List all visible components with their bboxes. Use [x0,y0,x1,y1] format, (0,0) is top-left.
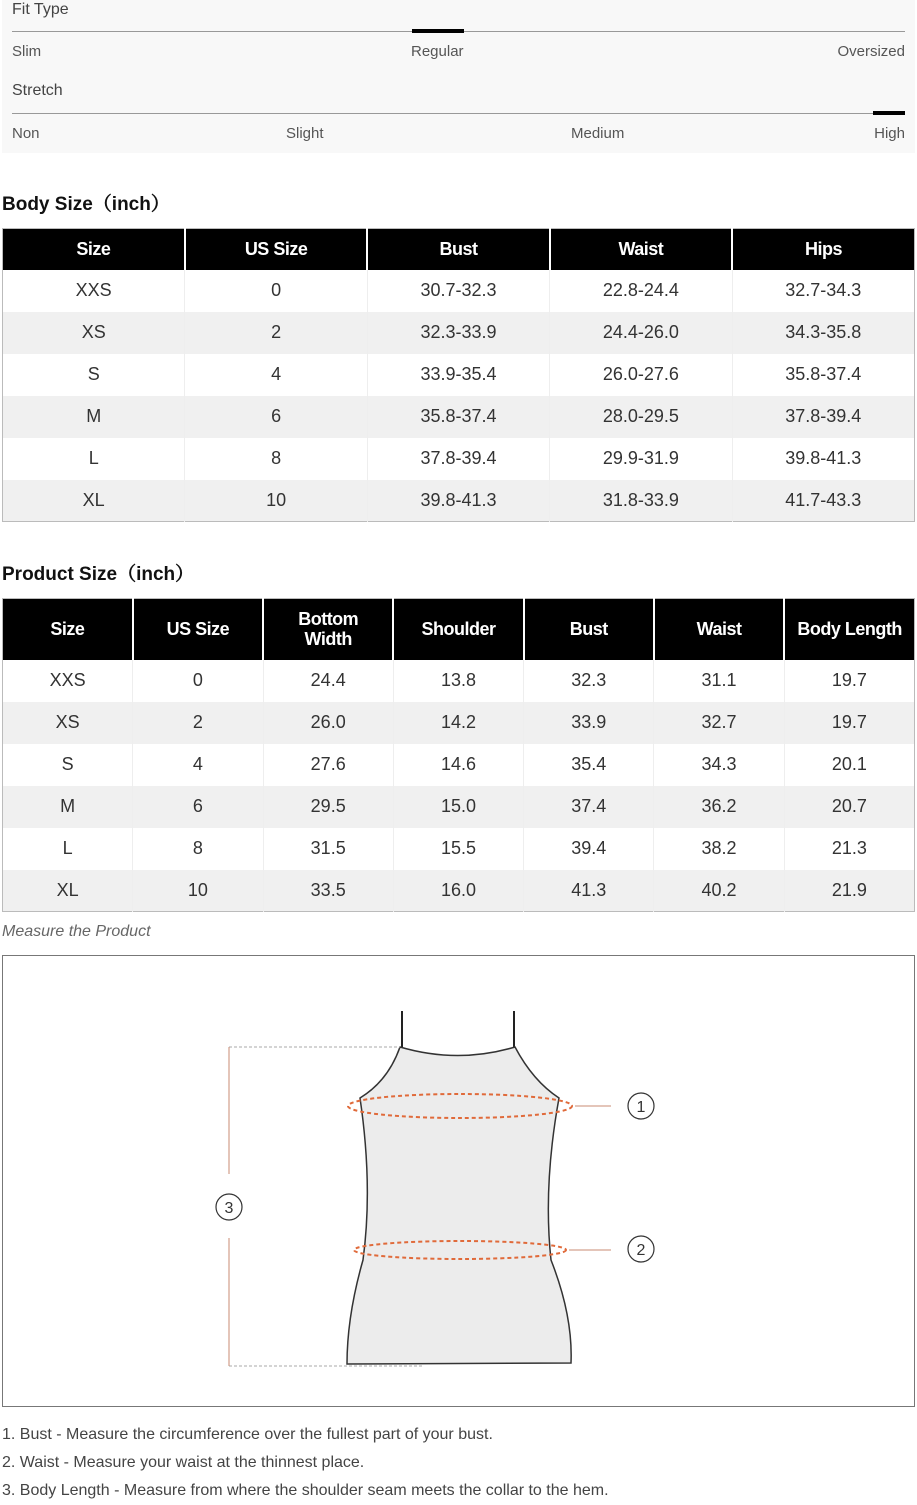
table-cell: 26.0 [263,702,393,744]
table-row [3,270,915,312]
svg-text:3: 3 [224,1200,234,1217]
table-row [3,480,915,522]
table-cell: 33.9 [524,702,654,744]
table-cell: 39.8-41.3 [785,448,862,468]
table-cell: 10 [133,870,263,912]
marker-1 [628,1093,654,1119]
stretch-label: Stretch [12,82,63,99]
table-cell: 6 [185,396,367,438]
table-cell: XL [3,480,185,522]
table-cell: 29.5 [263,786,393,828]
column-header: Size [3,229,185,270]
table-cell: 38.2 [654,828,784,870]
table-cell: 35.4 [524,744,654,786]
table-cell: 37.4 [524,786,654,828]
table-cell: 13.8 [393,660,523,702]
measure-caption: Measure the Product [2,923,151,940]
table-cell: L [3,828,133,870]
column-header: Bust [524,599,654,660]
table-cell: XS [3,312,185,354]
fit-option-oversized: Oversized [837,43,905,60]
table-row [3,870,915,912]
svg-text:1: 1 [636,1099,646,1116]
table-cell: 14.2 [393,702,523,744]
table-cell: 28.0-29.5 [550,396,732,438]
table-cell: 39.8-41.3 [367,480,549,522]
table-cell: 32.7 [654,702,784,744]
stretch-option-high: High [874,125,905,142]
table-row [3,312,915,354]
table-cell: 0 [185,270,367,312]
column-header: Waist [550,229,732,270]
table-cell: S [3,354,185,396]
stretch-option-medium: Medium [571,125,625,142]
column-header: Size [3,599,133,660]
table-cell: 40.2 [654,870,784,912]
table-cell: 24.4 [263,660,393,702]
table-cell: 15.0 [393,786,523,828]
column-header: Body Length [784,599,914,660]
table-cell: 10 [185,480,367,522]
column-header: Bottom Width [263,599,393,660]
table-cell: 27.6 [263,744,393,786]
column-header: Shoulder [393,599,523,660]
camisole-illustration [3,956,914,1406]
stretch-option-non: Non [12,125,40,142]
table-cell: 14.6 [393,744,523,786]
body-size-table [2,228,915,522]
measurement-notes [2,1421,609,1505]
table-cell: 19.7 [784,702,914,744]
fit-stretch-panel [2,0,915,153]
stretch-option-slight: Slight [286,125,324,142]
table-cell: 41.7-43.3 [732,480,914,522]
note-bust: 1. Bust - Measure the circumference over the fullest part of your bust. [2,1426,493,1443]
table-cell: 8 [185,438,367,480]
marker-3 [216,1194,242,1220]
table-cell: 35.8-37.4 [785,364,862,384]
column-header: US Size [185,229,367,270]
table-row [3,660,915,702]
table-cell: 16.0 [393,870,523,912]
table-cell: 4 [133,744,263,786]
table-cell: 37.8-39.4 [732,396,914,438]
fit-type-marker [412,29,464,33]
table-row [3,744,915,786]
column-header: US Size [133,599,263,660]
table-cell: 29.9-31.9 [550,438,732,480]
table-cell: 34.3-35.8 [732,312,914,354]
table-cell: 6 [133,786,263,828]
table-cell: 33.5 [263,870,393,912]
table-cell: 36.2 [654,786,784,828]
table-cell: 8 [133,828,263,870]
column-header: Bust [367,229,549,270]
table-cell: 21.9 [784,870,914,912]
table-cell: L [3,438,185,480]
table-cell: 32.3-33.9 [367,312,549,354]
product-size-table [2,598,915,912]
table-cell: 4 [185,354,367,396]
table-row [3,702,915,744]
table-cell: 34.3 [654,744,784,786]
table-cell: 41.3 [524,870,654,912]
table-cell: 35.8-37.4 [367,396,549,438]
table-cell: 31.1 [654,660,784,702]
table-cell: 21.3 [831,838,867,858]
table-row [3,786,915,828]
table-cell: 22.8-24.4 [550,270,732,312]
table-cell: M [3,786,133,828]
marker-2 [628,1236,654,1262]
stretch-scale [12,113,905,114]
table-cell: 26.0-27.6 [550,354,732,396]
table-cell: 2 [185,312,367,354]
table-cell: XXS [3,270,185,312]
svg-text:2: 2 [636,1242,646,1259]
column-header: Hips [732,229,914,270]
note-waist: 2. Waist - Measure your waist at the thinnest place. [2,1454,365,1471]
table-cell: 37.8-39.4 [367,438,549,480]
column-header: Waist [654,599,784,660]
table-row [3,438,915,480]
table-cell: 15.5 [393,828,523,870]
table-cell: 33.9-35.4 [367,354,549,396]
table-cell: XS [3,702,133,744]
table-row [3,396,915,438]
table-cell: 30.7-32.3 [367,270,549,312]
table-cell: XXS [3,660,133,702]
table-cell: 0 [133,660,263,702]
table-cell: 31.8-33.9 [550,480,732,522]
product-size-title: Product Size（inch） [2,564,195,585]
measurement-diagram [2,955,915,1407]
table-cell: 20.1 [831,754,867,774]
fit-type-label: Fit Type [12,1,69,18]
body-size-title: Body Size（inch） [2,194,170,215]
table-cell: 32.7-34.3 [785,280,862,300]
table-row [3,828,915,870]
table-cell: M [3,396,185,438]
table-cell: 2 [133,702,263,744]
table-row [3,354,915,396]
table-cell: XL [3,870,133,912]
table-cell: 32.3 [524,660,654,702]
table-cell: 39.4 [524,828,654,870]
table-cell: 19.7 [831,670,867,690]
fit-option-slim: Slim [12,43,42,60]
table-cell: S [3,744,133,786]
table-cell: 20.7 [784,786,914,828]
note-body-length: 3. Body Length - Measure from where the shoulder seam meets the collar to the hem. [2,1482,609,1499]
fit-option-regular: Regular [411,43,464,60]
stretch-marker [873,111,905,115]
table-cell: 24.4-26.0 [550,312,732,354]
table-cell: 31.5 [263,828,393,870]
